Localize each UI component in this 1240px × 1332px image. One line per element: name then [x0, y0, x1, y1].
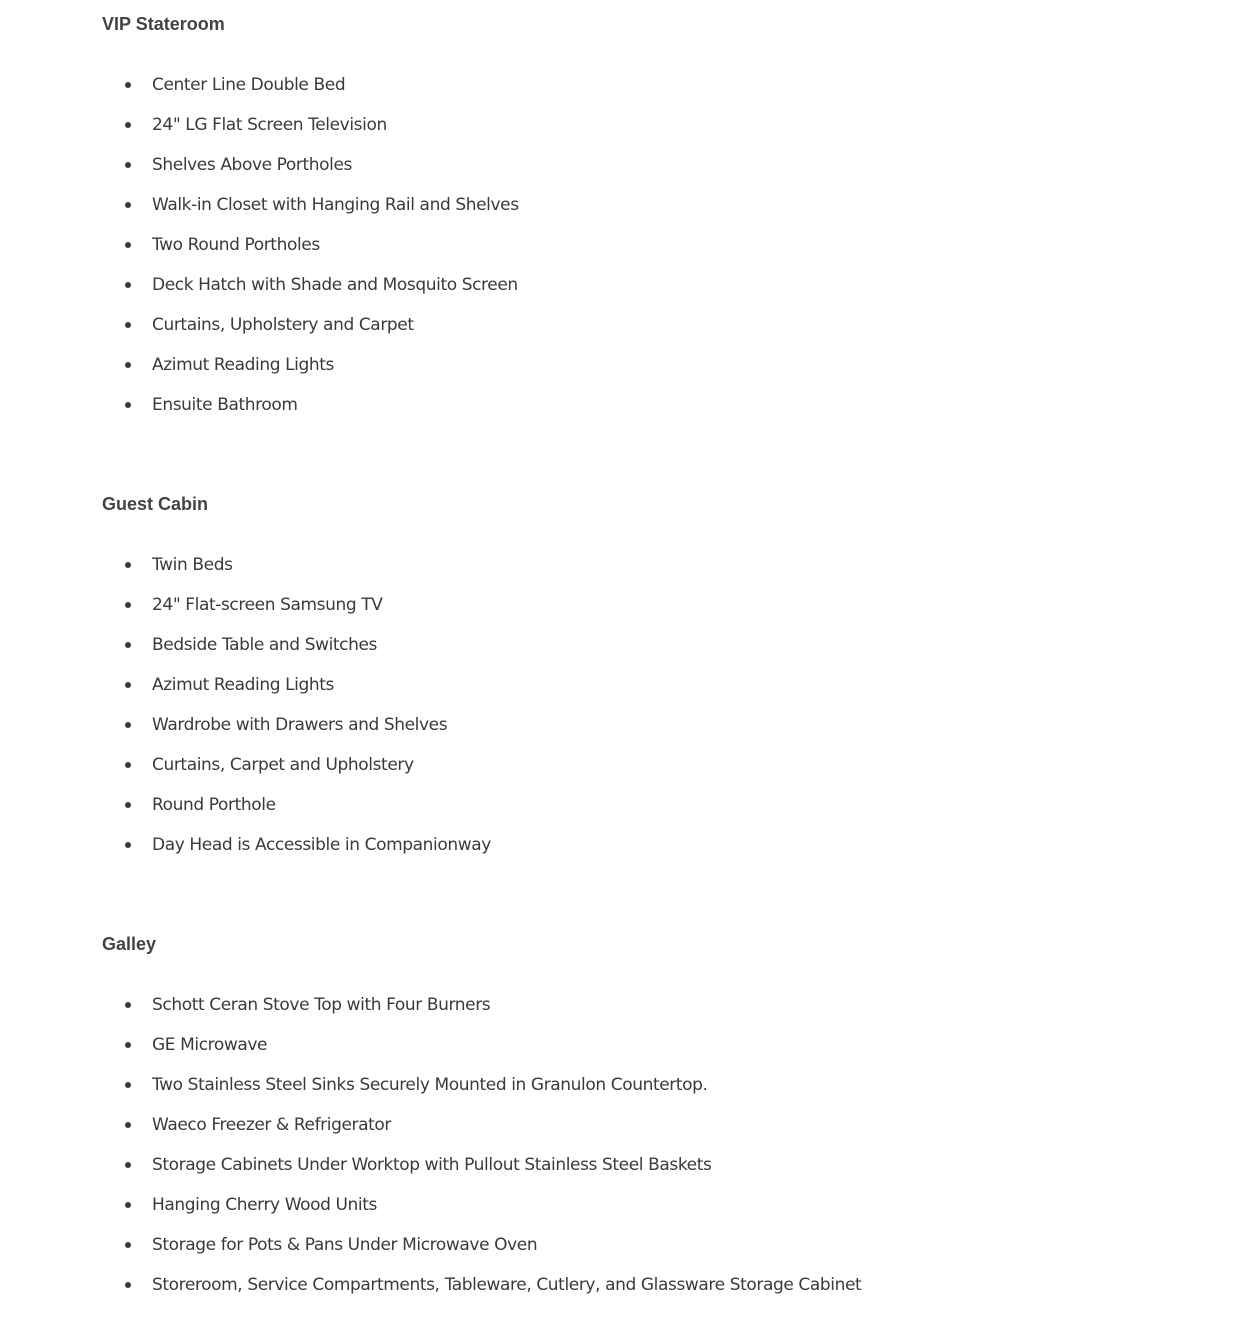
list-item-text: Curtains, Upholstery and Carpet: [152, 315, 414, 335]
list-item: [102, 665, 491, 705]
section-title-guest-cabin: Guest Cabin: [102, 494, 209, 514]
list-item: [102, 225, 519, 265]
bullet-icon: [125, 402, 131, 408]
bullet-icon: [125, 762, 131, 768]
bullet-icon: [125, 1082, 131, 1088]
list-item: [102, 985, 861, 1025]
list-item-text: Azimut Reading Lights: [152, 355, 334, 375]
list-item: [102, 745, 491, 785]
bullet-icon: [125, 722, 131, 728]
list-item-text: Storage Cabinets Under Worktop with Pullout Stainless Steel Baskets: [152, 1155, 712, 1175]
bullet-icon: [125, 202, 131, 208]
list-item-text: Round Porthole: [152, 795, 276, 815]
list-item-text: 24" LG Flat Screen Television: [152, 115, 387, 135]
list-item-text: Storage for Pots & Pans Under Microwave Oven: [152, 1235, 538, 1255]
bullet-icon: [125, 1002, 131, 1008]
list-item: [102, 1265, 861, 1305]
bullet-icon: [125, 562, 131, 568]
bullet-icon: [125, 1202, 131, 1208]
list-item: [102, 785, 491, 825]
list-item-text: Schott Ceran Stove Top with Four Burners: [152, 995, 491, 1015]
list-item-text: GE Microwave: [152, 1035, 268, 1055]
bullet-icon: [125, 642, 131, 648]
list-item: [102, 185, 519, 225]
list-item: [102, 705, 491, 745]
galley-feature-list: [102, 985, 861, 1305]
list-item: [102, 1065, 861, 1105]
list-item-text: Ensuite Bathroom: [152, 395, 298, 415]
bullet-icon: [125, 1162, 131, 1168]
list-item: [102, 625, 491, 665]
list-item: [102, 1145, 861, 1185]
list-item: [102, 585, 491, 625]
list-item: [102, 545, 491, 585]
bullet-icon: [125, 162, 131, 168]
bullet-icon: [125, 682, 131, 688]
bullet-icon: [125, 842, 131, 848]
list-item-text: Hanging Cherry Wood Units: [152, 1195, 377, 1215]
list-item: [102, 305, 519, 345]
bullet-icon: [125, 242, 131, 248]
list-item: [102, 105, 519, 145]
bullet-icon: [125, 82, 131, 88]
list-item-text: 24" Flat-screen Samsung TV: [152, 595, 383, 615]
list-item: [102, 65, 519, 105]
list-item-text: Wardrobe with Drawers and Shelves: [152, 715, 448, 735]
list-item-text: Two Round Portholes: [152, 235, 320, 255]
list-item-text: Center Line Double Bed: [152, 75, 346, 95]
bullet-icon: [125, 322, 131, 328]
list-item: [102, 825, 491, 865]
guest-cabin-feature-list: [102, 545, 491, 865]
list-item-text: Waeco Freezer & Refrigerator: [152, 1115, 391, 1135]
bullet-icon: [125, 802, 131, 808]
list-item-text: Curtains, Carpet and Upholstery: [152, 755, 414, 775]
list-item-text: Shelves Above Portholes: [152, 155, 352, 175]
bullet-icon: [125, 1042, 131, 1048]
list-item-text: Azimut Reading Lights: [152, 675, 334, 695]
bullet-icon: [125, 1282, 131, 1288]
list-item-text: Bedside Table and Switches: [152, 635, 378, 655]
vip-stateroom-feature-list: [102, 65, 519, 425]
bullet-icon: [125, 122, 131, 128]
bullet-icon: [125, 1122, 131, 1128]
section-title-galley: Galley: [102, 934, 157, 954]
list-item-text: Twin Beds: [152, 555, 233, 575]
list-item-text: Two Stainless Steel Sinks Securely Mounted in Granulon Countertop.: [152, 1075, 708, 1095]
list-item-text: Deck Hatch with Shade and Mosquito Screen: [152, 275, 518, 295]
list-item: [102, 1185, 861, 1225]
bullet-icon: [125, 602, 131, 608]
bullet-icon: [125, 282, 131, 288]
list-item-text: Day Head is Accessible in Companionway: [152, 835, 491, 855]
list-item-text: Walk-in Closet with Hanging Rail and Shelves: [152, 195, 519, 215]
list-item-text: Storeroom, Service Compartments, Tableware, Cutlery, and Glassware Storage Cabinet: [152, 1275, 862, 1295]
section-title-vip-stateroom: VIP Stateroom: [102, 14, 225, 34]
list-item: [102, 1025, 861, 1065]
list-item: [102, 345, 519, 385]
list-item: [102, 1105, 861, 1145]
list-item: [102, 145, 519, 185]
bullet-icon: [125, 362, 131, 368]
list-item: [102, 265, 519, 305]
list-item: [102, 1225, 861, 1265]
bullet-icon: [125, 1242, 131, 1248]
list-item: [102, 385, 519, 425]
